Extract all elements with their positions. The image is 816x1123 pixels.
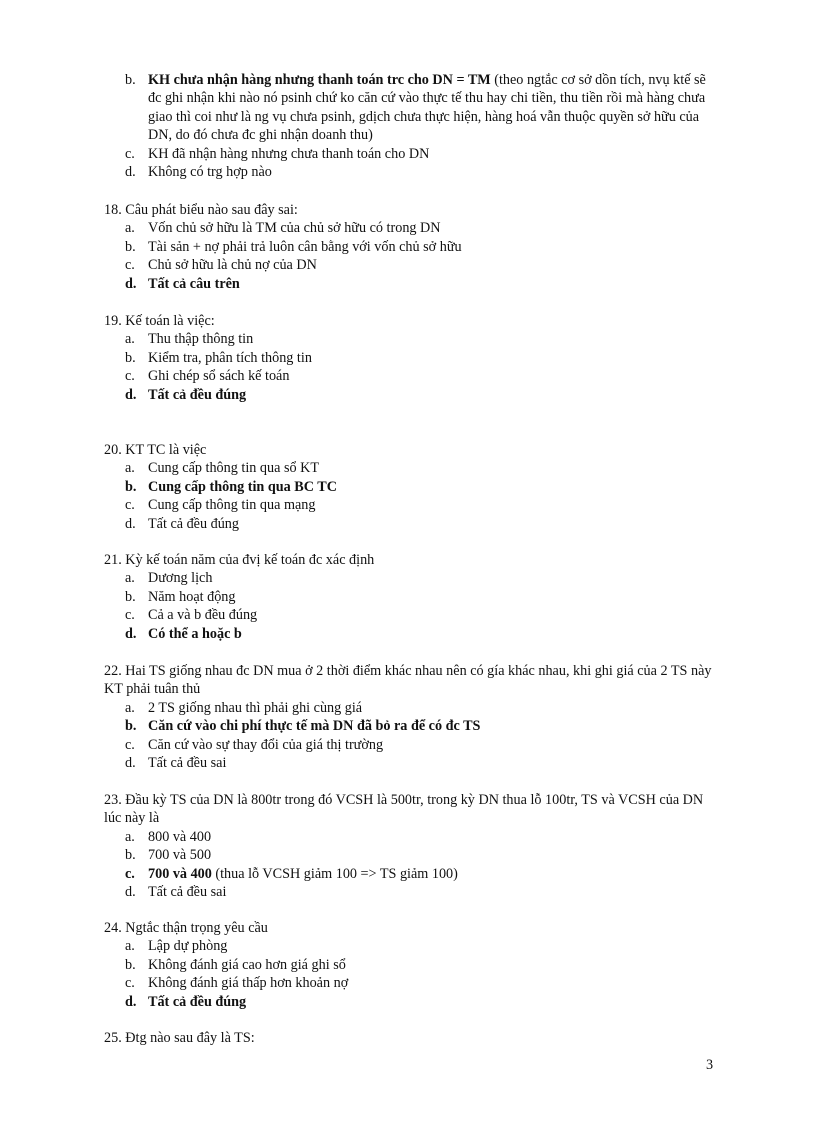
option-item [104,736,716,754]
option-letter: d. [125,275,137,292]
option-item [104,238,716,256]
option-item [104,145,716,163]
option-item [104,865,716,883]
option-item [104,625,716,643]
option-text: Tài sản + nợ phải trả luôn cân bằng với vốn chủ sở hữu [148,238,462,255]
option-letter: c. [125,257,135,274]
option-text: Tất cả đều sai [148,755,227,772]
question-stem: 23. Đầu kỳ TS của DN là 800tr trong đó VCSH là 500tr, trong kỳ DN thua lỗ 100tr, TS và VCSH của DN lúc này là [104,792,704,827]
option-letter: b. [125,847,136,864]
option-text: Lập dự phòng [148,938,228,955]
option-item [104,717,716,735]
question-stem: 18. Câu phát biểu nào sau đây sai: [104,202,298,218]
option-letter: b. [125,349,136,366]
option-letter: b. [125,956,136,973]
option-bold-text: 700 và 400 [148,865,212,882]
option-text: KH đã nhận hàng nhưng chưa thanh toán cho DN [148,145,430,162]
question-stem: 19. Kế toán là việc: [104,313,215,329]
option-list [104,71,716,181]
option-letter: d. [125,625,137,642]
option-item [104,956,716,974]
option-item [104,163,716,181]
option-letter: d. [125,755,136,772]
option-item [104,256,716,274]
option-letter: c. [125,497,135,514]
option-item [104,883,716,901]
option-text: Kiểm tra, phân tích thông tin [148,349,312,366]
option-text: Không đánh giá thấp hơn khoản nợ [148,975,349,992]
option-item [104,828,716,846]
option-letter: d. [125,993,137,1010]
option-item [104,496,716,514]
option-item [104,588,716,606]
option-item [104,754,716,772]
page-number: 3 [706,1057,714,1073]
option-item [104,349,716,367]
option-letter: b. [125,718,137,735]
option-bold-text: Có thể a hoặc b [148,625,242,642]
option-bold-text: Tất cả đều đúng [148,386,247,403]
option-text: 800 và 400 [148,828,212,845]
option-letter: a. [125,220,135,237]
question-stem: 21. Kỳ kế toán năm của đvị kế toán đc xác định [104,552,375,568]
option-item [104,846,716,864]
option-text: Dương lịch [148,570,213,587]
option-letter: a. [125,570,135,587]
option-item [104,71,716,145]
option-list [104,219,716,293]
option-text: 2 TS giống nhau thì phải ghi cùng giá [148,699,363,716]
question-24 [104,919,716,1011]
option-letter: a. [125,699,135,716]
question-23 [104,791,716,901]
option-letter: b. [125,238,136,255]
question-22 [104,662,716,772]
option-letter: d. [125,164,136,181]
option-bold-text: Tất cả đều đúng [148,993,247,1010]
question-stem: 24. Ngtắc thận trọng yêu cầu [104,920,268,936]
option-text: 700 và 500 [148,847,212,864]
option-list [104,459,716,533]
option-letter: d. [125,884,136,901]
option-letter: c. [125,736,135,753]
option-text: Căn cứ vào sự thay đổi của giá thị trường [148,736,384,753]
option-text: Cung cấp thông tin qua sổ KT [148,460,320,477]
option-letter: c. [125,607,135,624]
option-item [104,515,716,533]
option-letter: d. [125,515,136,532]
option-text: Không có trg hợp nào [148,164,272,181]
option-item [104,275,716,293]
option-letter: a. [125,460,135,477]
option-item [104,478,716,496]
option-letter: a. [125,331,135,348]
option-text: Chủ sở hữu là chủ nợ của DN [148,257,317,274]
option-text: Ghi chép sổ sách kế toán [148,368,290,385]
question-25 [104,1029,716,1047]
option-text: (thua lỗ VCSH giảm 100 => TS giảm 100) [211,865,458,882]
option-text: Tất cả đều sai [148,884,227,901]
option-text: Năm hoạt động [148,588,236,605]
option-item [104,367,716,385]
question-stem: 22. Hai TS giống nhau đc DN mua ở 2 thời điểm khác nhau nên có gía khác nhau, khi ghi giá của 2 TS này KT phải tuân thủ [104,663,712,698]
option-item [104,993,716,1011]
option-letter: a. [125,938,135,955]
option-letter: a. [125,828,135,845]
question-19 [104,312,716,404]
option-list [104,828,716,902]
option-letter: b. [125,72,136,88]
option-item [104,699,716,717]
option-text: Tất cả đều đúng [148,515,239,532]
option-letter: c. [125,975,135,992]
question-stem: 20. KT TC là việc [104,442,207,458]
option-list [104,937,716,1011]
option-item [104,459,716,477]
option-list [104,569,716,643]
option-bold-text: Căn cứ vào chi phí thực tế mà DN đã bỏ ra để có đc TS [148,718,481,735]
question-stem: 25. Đtg nào sau đây là TS: [104,1030,255,1046]
option-bold-text: Cung cấp thông tin qua BC TC [148,478,337,495]
question-20 [104,441,716,533]
option-item [104,974,716,992]
option-list [104,330,716,404]
option-letter: b. [125,588,136,605]
question-21 [104,551,716,643]
option-text: Cung cấp thông tin qua mạng [148,497,316,514]
option-item [104,937,716,955]
option-bold-text: KH chưa nhận hàng nhưng thanh toán trc cho DN = TM [148,72,491,88]
option-letter: c. [125,368,135,385]
question-18 [104,201,716,293]
option-item [104,386,716,404]
option-bold-text: Tất cả câu trên [148,275,240,292]
option-letter: d. [125,386,137,403]
option-item [104,606,716,624]
question-17-continuation [104,71,716,181]
option-text: Vốn chủ sở hữu là TM của chủ sở hữu có trong DN [148,220,441,237]
option-letter: b. [125,478,137,495]
option-text: Không đánh giá cao hơn giá ghi sổ [148,956,346,973]
option-item [104,330,716,348]
option-letter: c. [125,145,135,162]
option-text: (theo ngtắc cơ sở dồn tích, nvụ ktế sẽ đc ghi nhận khi nào nó psinh chứ ko căn cứ vào thực tế thu hay chi tiền, thu tiền rồi mà hàng chưa giao thì coi như là ng vụ chưa psinh, gdịch chưa thực hiện, hàng hoá vẫn thuộc quyền sở hữu của DN, do đó chưa đc ghi nhận doanh thu) [148,72,706,144]
option-text: Cả a và b đều đúng [148,607,258,624]
option-list [104,699,716,773]
option-text: Thu thập thông tin [148,331,254,348]
option-item [104,219,716,237]
option-item [104,569,716,587]
option-letter: c. [125,865,135,882]
